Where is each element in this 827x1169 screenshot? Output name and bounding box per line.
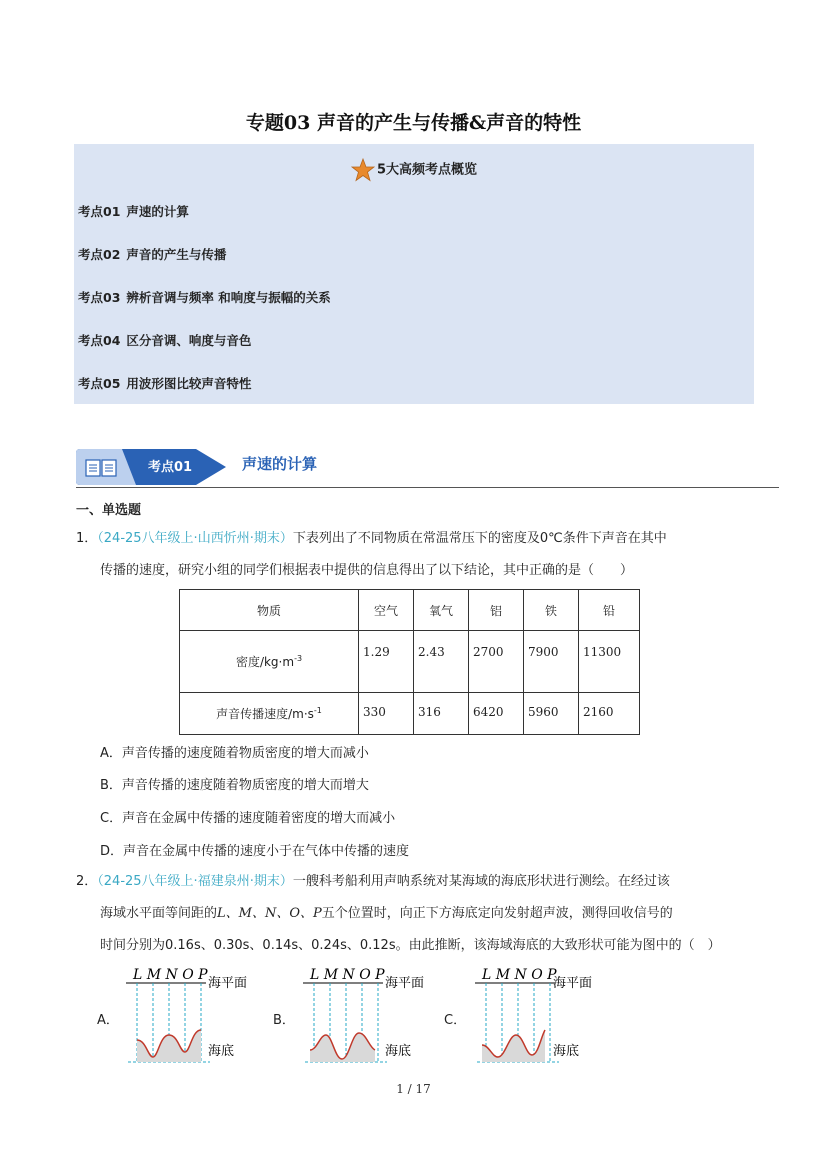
overview-item: 考点05 用波形图比较声音特性: [78, 376, 252, 391]
sea-surface-label: 海平面: [208, 976, 248, 991]
q2-line1: 2．（24-25八年级上·福建泉州·期末）一艘科考船利用声呐系统对某海域的海底形状进行测绘。在经过该: [76, 874, 670, 889]
q2-source: （24-25八年级上·福建泉州·期末）: [97, 874, 293, 889]
divider: [76, 487, 779, 488]
figure-c-label[interactable]: C．: [444, 1013, 467, 1028]
page-number: 1 / 17: [396, 1082, 431, 1096]
sea-bottom-label: 海底: [553, 1044, 580, 1059]
section-badge-label: 考点01: [148, 460, 193, 475]
q1-line1: 1．（24-25八年级上·山西忻州·期末）下表列出了不同物质在常温常压下的密度及0℃条件下声音在其中: [76, 531, 667, 546]
q1-source: （24-25八年级上·山西忻州·期末）: [97, 531, 293, 546]
option-a[interactable]: A．声音传播的速度随着物质密度的增大而减小: [100, 746, 369, 761]
overview-item: 考点02 声音的产生与传播: [78, 247, 227, 262]
figure-letters: L M N O P: [310, 967, 385, 983]
q2-line3: 时间分别为0.16s、0.30s、0.14s、0.24s、0.12s。由此推断，该海域海底的大致形状可能为图中的（ ）: [100, 938, 721, 953]
question-type-heading: 一、单选题: [76, 503, 142, 518]
page-title: 专题03 声音的产生与传播&声音的特性: [245, 112, 582, 134]
data-table: [179, 589, 640, 735]
overview-heading-text: 5大高频考点概览: [376, 162, 478, 178]
figure-b-label[interactable]: B．: [273, 1013, 295, 1028]
sea-surface-label: 海平面: [385, 976, 425, 991]
table-row: 物质 空气 氧气 铝 铁 铅: [180, 590, 640, 631]
section-badge: [76, 449, 226, 485]
table-row: 密度$/kg\cdot m^{-3}$ 1.29 2.43 2700 7900 11300: [180, 631, 640, 693]
option-d[interactable]: D．声音在金属中传播的速度小于在气体中传播的速度: [100, 844, 410, 859]
q1-line2: 传播的速度，研究小组的同学们根据表中提供的信息得出了以下结论，其中正确的是（ ）: [100, 563, 634, 578]
star-icon: [351, 158, 375, 182]
overview-item: 考点03 辨析音调与频率 和响度与振幅的关系: [78, 290, 331, 305]
figure-a[interactable]: [120, 965, 270, 1069]
sea-bottom-label: 海底: [385, 1044, 412, 1059]
overview-item: 考点01 声速的计算: [78, 204, 189, 219]
section-title: 声速的计算: [242, 455, 318, 473]
figure-letters: L M N O P: [482, 967, 557, 983]
overview-box: [74, 144, 754, 404]
q2-line2: 海域水平面等间距的L、M、N、O、P五个位置时，向正下方海底定向发射超声波，测得回收信号的: [100, 906, 673, 921]
figure-letters: L M N O P: [133, 967, 208, 983]
table-row: 声音传播速度$/m\cdot s^{-1}$ 330 316 6420 5960 2160: [180, 693, 640, 735]
sea-bottom-label: 海底: [208, 1044, 235, 1059]
overview-heading: [74, 158, 754, 182]
figure-b[interactable]: [297, 965, 447, 1069]
figure-c[interactable]: [469, 965, 619, 1069]
option-c[interactable]: C．声音在金属中传播的速度随着密度的增大而减小: [100, 811, 396, 826]
sea-surface-label: 海平面: [553, 976, 593, 991]
figure-a-label[interactable]: A．: [97, 1013, 119, 1028]
overview-item: 考点04 区分音调、响度与音色: [78, 333, 252, 348]
option-b[interactable]: B．声音传播的速度随着物质密度的增大而增大: [100, 778, 369, 793]
